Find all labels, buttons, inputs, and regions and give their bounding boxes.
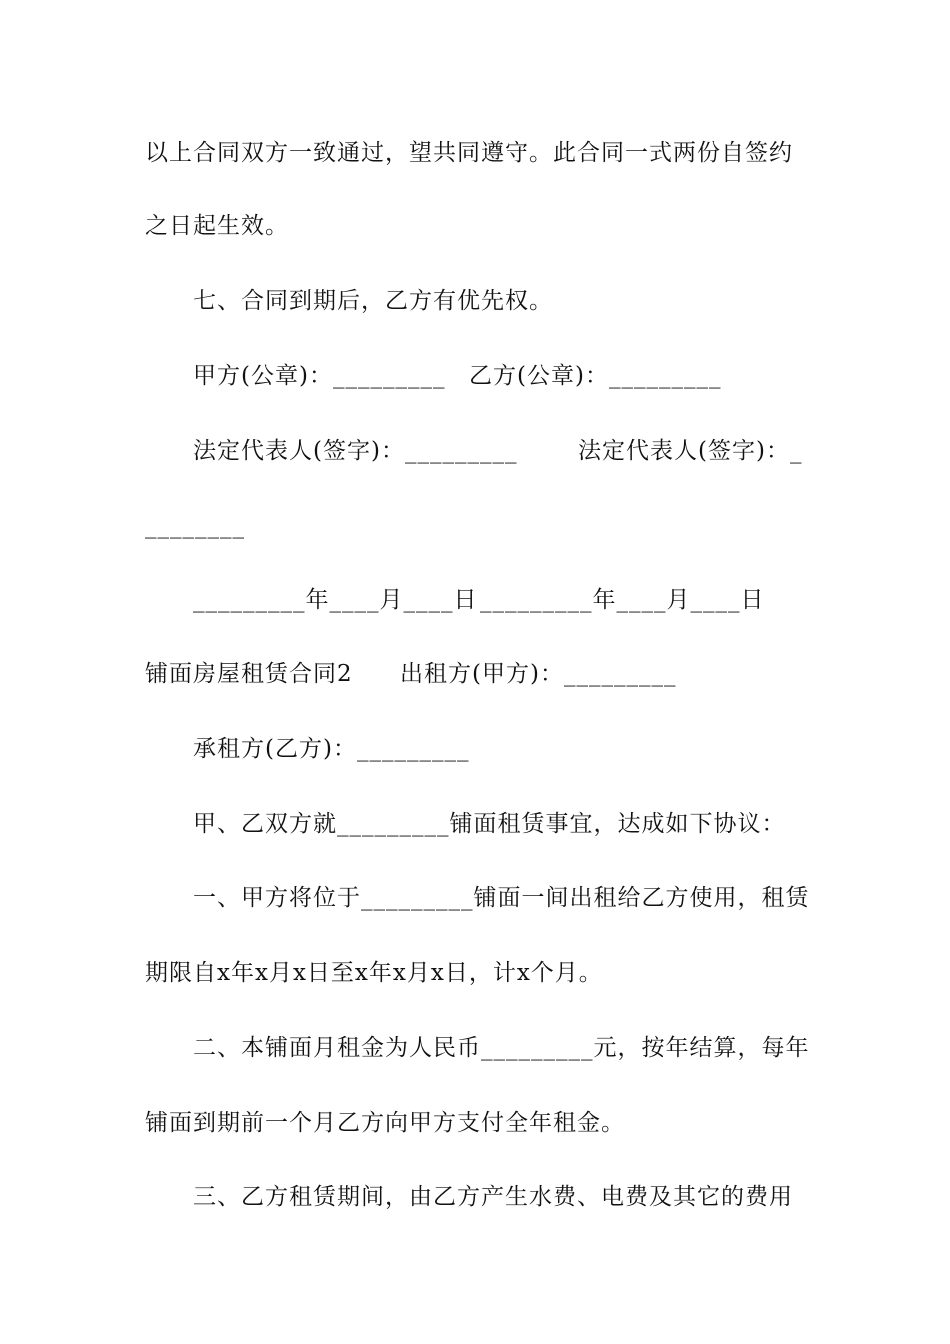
clause-7: 七、合同到期后，乙方有优先权。 xyxy=(193,288,553,314)
party-b-date: _________年____月____日 xyxy=(480,587,765,613)
representative-blank-continued: ________ xyxy=(145,513,245,539)
lessee-field: 承租方(乙方)：_________ xyxy=(193,736,470,762)
clause-2-line-2: 铺面到期前一个月乙方向甲方支付全年租金。 xyxy=(145,1110,625,1136)
contract-title: 铺面房屋租赁合同2 xyxy=(145,661,353,687)
agreement-intro: 甲、乙双方就_________铺面租赁事宜，达成如下协议： xyxy=(193,811,786,837)
clause-1-line-1: 一、甲方将位于_________铺面一间出租给乙方使用，租赁 xyxy=(193,885,810,911)
clause-2-line-1: 二、本铺面月租金为人民币_________元，按年结算，每年 xyxy=(193,1035,810,1061)
clause-3-line-1: 三、乙方租赁期间，由乙方产生水费、电费及其它的费用 xyxy=(193,1184,793,1210)
party-a-date: _________年____月____日 xyxy=(193,587,478,613)
lessor-field: 出租方(甲方)：_________ xyxy=(400,661,677,687)
party-a-seal: 甲方(公章)：_________ xyxy=(193,363,446,389)
party-b-seal: 乙方(公章)：_________ xyxy=(469,363,722,389)
clause-1-line-2: 期限自x年x月x日至x年x月x日，计x个月。 xyxy=(145,960,603,986)
party-b-representative: 法定代表人(签字)：_ xyxy=(578,438,803,464)
text-line-2: 之日起生效。 xyxy=(145,213,289,239)
text-line-1: 以上合同双方一致通过，望共同遵守。此合同一式两份自签约 xyxy=(145,140,793,166)
party-a-representative: 法定代表人(签字)：_________ xyxy=(193,438,518,464)
